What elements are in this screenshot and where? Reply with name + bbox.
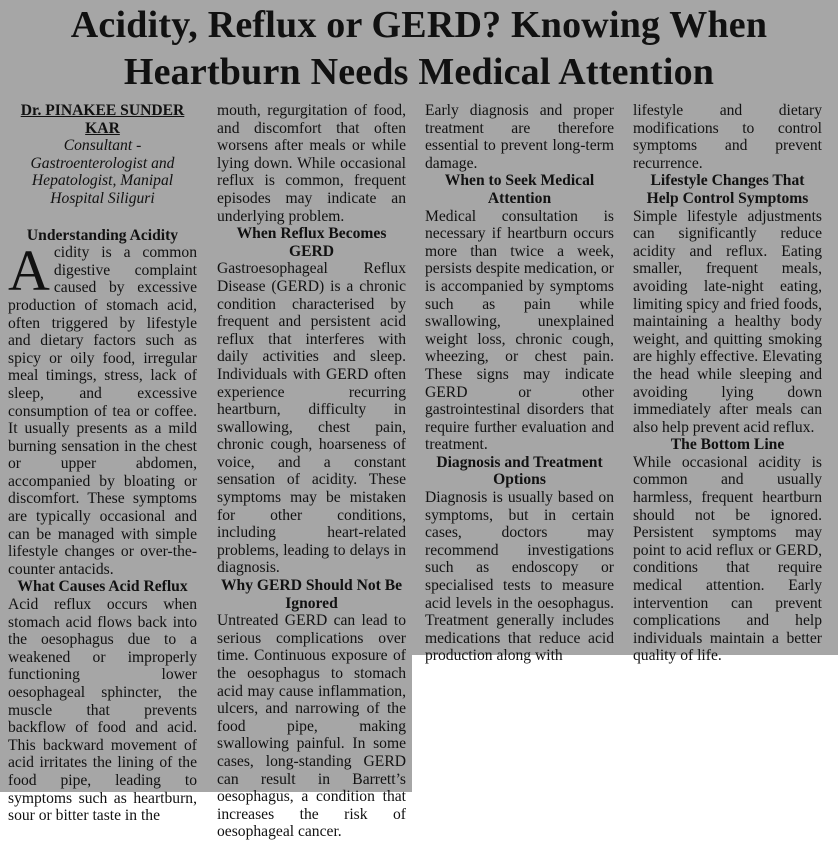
section-body-understanding	[8, 238, 197, 578]
section-heading-bottomline: The Bottom Line	[670, 436, 785, 454]
section-body-seek: Medical consultation is necessary if heartburn occurs more than twice a week, persists despite medication, or is accompanied by symptoms such as pain while swallowing, unexplained weight loss, chronic cough, wheezing, or chest pain. These signs may indicate GERD or other gastrointestinal disorders that require further evaluation and treatment.	[425, 207, 614, 454]
section-body-diagnosis-part1: Diagnosis is usually based on symptoms, but in certain cases, doctors may recommend investigations such as endoscopy or specialised tests to measure acid levels in the oesophagus. Treatment generally includes medications that reduce acid production along with	[425, 489, 614, 665]
section-body-ignored-part1: Untreated GERD can lead to serious complications over time. Continuous exposure of the oesophagus to stomach acid may cause inflammation, ulcers, and narrowing of the food pipe, making swallowing painful. In some cases, long-standing GERD can result in Barrett’s oesophagus, a condition that increases the risk of oesophageal cancer.	[217, 612, 406, 841]
column-2	[217, 102, 406, 841]
section-body-causes-part2: mouth, regurgitation of food, and discomfort that often worsens after meals or while lying down. While occasional reflux is common, frequent episodes may indicate an underlying problem.	[217, 102, 406, 225]
section-heading-lifestyle: Lifestyle Changes That Help Control Symptoms	[646, 172, 809, 207]
section-heading-diagnosis: Diagnosis and Treatment Options	[436, 453, 603, 489]
section-heading-seek: When to Seek Medical Attention	[444, 172, 595, 207]
section-heading-understanding: Understanding Acidity	[26, 226, 179, 244]
drop-cap: A	[8, 238, 50, 304]
section-heading-ignored: Why GERD Should Not Be Ignored	[220, 577, 403, 612]
section-heading-causes: What Causes Acid Reflux	[17, 578, 188, 596]
column-4	[633, 102, 822, 665]
section-body-gerd: Gastroesophageal Reflux Disease (GERD) is a chronic condition characterised by frequent and persistent acid reflux that interferes with daily activities and sleep. Individuals with GERD often experience recurring heartburn, difficulty in swallowing, chest pain, chronic cough, hoarseness of voice, and a constant sensation of acidity. These symptoms may be mistaken for other conditions, including heart-related problems, leading to delays in diagnosis.	[217, 260, 406, 577]
section-heading-gerd: When Reflux Becomes GERD	[236, 225, 387, 260]
column-3	[425, 102, 614, 665]
author-name: Dr. PINAKEE SUNDER KAR	[20, 102, 185, 137]
headline: Acidity, Reflux or GERD? Knowing When Heartburn Needs Medical Attention	[70, 4, 768, 93]
section-body-diagnosis-part2: lifestyle and dietary modifications to control symptoms and prevent recurrence.	[633, 102, 822, 172]
section-body-bottomline: While occasional acidity is common and usually harmless, frequent heartburn should not be ignored. Persistent symptoms may point to acid reflux or GERD, conditions that require medical attention. Early intervention can prevent complications and help individuals maintain a better quality of life.	[633, 453, 822, 665]
column-1	[8, 102, 197, 825]
section-body-lifestyle: Simple lifestyle adjustments can significantly reduce acidity and reflux. Eating smaller, frequent meals, avoiding late-night eating, limiting spicy and fried foods, maintaining a healthy body weight, and quitting smoking are highly effective. Elevating the head while sleeping and avoiding lying down immediately after meals can also help prevent acid reflux.	[633, 207, 822, 436]
understanding-text: cidity is a common digestive complaint caused by excessive production of stomach acid, often triggered by lifestyle and dietary factors such as spicy or oily food, irregular meal timings, stress, lack of sleep, and excessive consumption of tea or coffee. It usually presents as a mild burning sensation in the chest or upper abdomen, accompanied by bloating or discomfort. These symptoms are typically occasional and can be managed with simple lifestyle changes or over-the-counter antacids.	[8, 244, 197, 578]
author-role: Consultant - Gastroenterologist and Hepatologist, Manipal Hospital Siliguri	[30, 137, 175, 207]
section-body-causes-part1: Acid reflux occurs when stomach acid flows back into the oesophagus due to a weakened or improperly functioning lower oesophageal sphincter, the muscle that prevents backflow of food and acid. This backward movement of acid irritates the lining of the food pipe, leading to symptoms such as heartburn, sour or bitter taste in the	[8, 596, 197, 825]
byline	[8, 102, 197, 208]
section-body-ignored-part2: Early diagnosis and proper treatment are therefore essential to prevent long-term damage.	[425, 102, 614, 172]
